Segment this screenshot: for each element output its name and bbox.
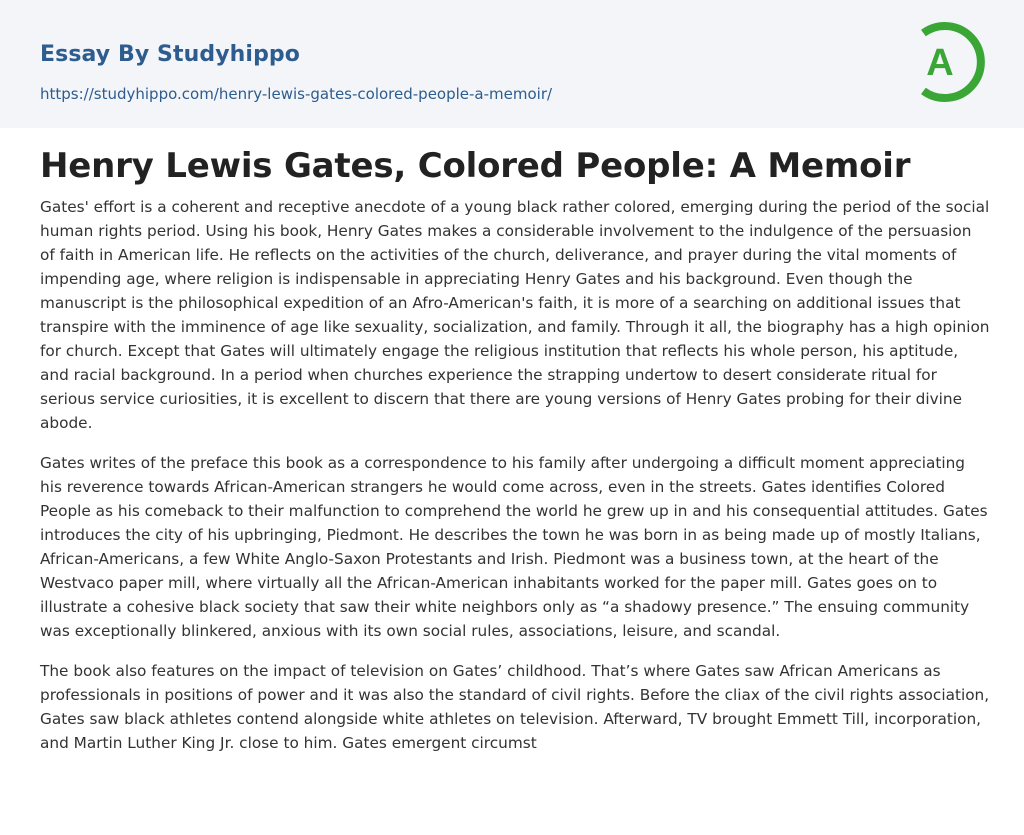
- article-body: [40, 195, 990, 771]
- logo-letter: A: [926, 42, 954, 84]
- site-header: [0, 0, 1024, 128]
- studyhippo-logo-icon[interactable]: [911, 18, 987, 106]
- article-paragraph: Gates writes of the preface this book as a correspondence to his family after undergoing a difficult moment appreciating his reverence towards African-American strangers he would come across, even in the streets. Gates identifies Colored People as his comeback to their malfunction to comprehend the world he grew up in and his consequential attitudes. Gates introduces the city of his upbringing, Piedmont. He describes the town he was born in as being made up of mostly Italians, African-Americans, a few White Anglo-Saxon Protestants and Irish. Piedmont was a business town, at the heart of the Westvaco paper mill, where virtually all the African-American inhabitants worked for the paper mill. Gates goes on to illustrate a cohesive black society that saw their white neighbors only as “a shadowy presence.” The ensuing community was exceptionally blinkered, anxious with its own social rules, associations, leisure, and scandal.: [40, 454, 988, 640]
- page-title: Henry Lewis Gates, Colored People: A Memoir: [40, 146, 911, 186]
- brand-title: Essay By Studyhippo: [40, 42, 300, 67]
- article-paragraph: The book also features on the impact of television on Gates’ childhood. That’s where Gates saw African Americans as professionals in positions of power and it was also the standard of civil rights. Before the cliax of the civil rights association, Gates saw black athletes contend alongside white athletes on television. Afterward, TV brought Emmett Till, incorporation, and Martin Luther King Jr. close to him. Gates emergent circumst: [40, 662, 990, 752]
- article-url-link[interactable]: https://studyhippo.com/henry-lewis-gates-colored-people-a-memoir/: [40, 85, 553, 103]
- article-paragraph: Gates' effort is a coherent and receptive anecdote of a young black rather colored, emerging during the period of the social human rights period. Using his book, Henry Gates makes a considerable involvement to the indulgence of the persuasion of faith in American life. He reflects on the activities of the church, deliverance, and prayer during the vital moments of impending age, where religion is indispensable in appreciating Henry Gates and his background. Even though the manuscript is the philosophical expedition of an Afro-American's faith, it is more of a searching on additional issues that transpire with the imminence of age like sexuality, socialization, and family. Through it all, the biography has a high opinion for church. Except that Gates will ultimately engage the religious institution that reflects his whole person, his aptitude, and racial background. In a period when churches experience the strapping undertow to desert considerate ritual for serious service curiosities, it is excellent to discern that there are young versions of Henry Gates probing for their divine abode.: [40, 198, 990, 432]
